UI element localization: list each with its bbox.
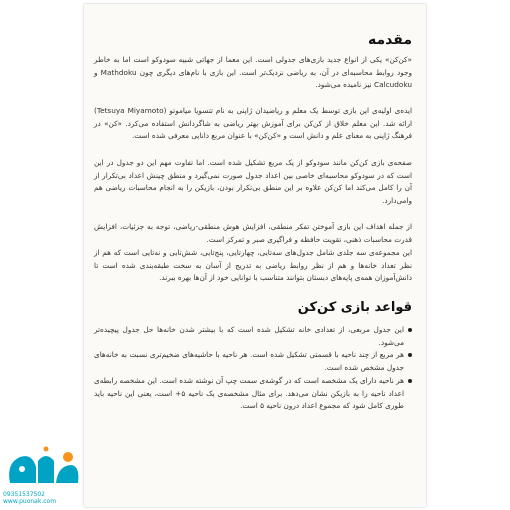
rule-item: هر مربع از چند ناحیه با قسمتی تشکیل شده است. هر ناحیه با حاشیه‌های ضخیم‌تری نسبت به خانه‌های جدول مشخص شده است. (94, 349, 412, 374)
paragraph-origin: ایده‌ی اولیه‌ی این بازی توسط یک معلم و ریاضیدان ژاپنی به نام تتسویا میاموتو (Tetsuya Miyamoto) ارائه شد. این معلم خلاق از کن‌کن برای آموزش بهتر ریاضی به شاگردانش استفاده می‌کرد. «کن» در فرهنگ ژاپنی به معنای علم و دانش است و «کن‌کن» با عنوان مربع دانایی معرفی شده است. (94, 106, 412, 141)
contact-info (3, 491, 56, 505)
paragraph-collection: این مجموعه‌ی سه جلدی شامل جدول‌های سه‌تایی، چهارتایی، پنج‌تایی، شش‌تایی و نه‌تایی است که هم از نظر تعداد خانه‌ها و هم از نظر روابط ریاضی به تدریج از آسان به سخت طبقه‌بندی شده است تا دانش‌آموزان همه‌ی پایه‌های دبستان بتوانند متناسب با توانایی خود از آن‌ها بهره ببرند. (94, 248, 412, 283)
book-page (84, 4, 426, 507)
paragraph-comparison: صفحه‌ی بازی کن‌کن مانند سودوکو از یک مربع تشکیل شده است. اما تفاوت مهم این دو جدول در این است که در سودوکو محاسبه‌ای خاصی بین اعداد جدول صورت نمی‌گیرد و منطق چینش اعداد بی‌تکرار از آن را کامل می‌کند اما کن‌کن علاوه بر این منطق بی‌تکرار بودن، بازیکن را به انجام محاسبات ریاضی هم وامی‌دارد. (94, 158, 412, 206)
rule-item: این جدول مربعی، از تعدادی خانه تشکیل شده است که با بیشتر شدن خانه‌ها حل جدول پیچیده‌تر می‌شود. (94, 324, 412, 349)
page-title: مقدمه (368, 32, 412, 48)
phone-number: 09351537502 (3, 491, 45, 498)
rules-title: قواعد بازی کن‌کن (297, 300, 412, 315)
paragraph-goals: از جمله اهداف این بازی آموختن تفکر منطقی، افزایش هوش منطقی-ریاضی، توجه به جزئیات، افزایش قدرت محاسبات ذهنی، تقویت حافظه و فراگیری صبر و تمرکز است. (94, 222, 412, 244)
rule-item: هر ناحیه دارای یک مشخصه است که در گوشه‌ی سمت چپ آن نوشته شده است. این مشخصه رابطه‌ی اعداد ناحیه را به بازیکن نشان می‌دهد. برای مثال مشخصه‌ی یک ناحیه ۵+ است، یعنی این ناحیه باید طوری کامل شود که مجموع اعداد درون ناحیه ۵ است. (94, 375, 412, 413)
website: www.puonak.com (3, 498, 57, 505)
rules-list (94, 324, 412, 413)
puonak-logo-mark (2, 443, 84, 491)
paragraph-intro: «کن‌کن» یکی از انواع جدید بازی‌های جدولی است. این معما از جهاتی شبیه سودوکو است اما به خاطر وجود روابط محاسبه‌ای در آن، به ریاضی نزدیک‌تر است. این بازی با نام‌های دیگری چون Mathdoku و Calcudoku نیز نامیده می‌شود. (94, 55, 412, 90)
